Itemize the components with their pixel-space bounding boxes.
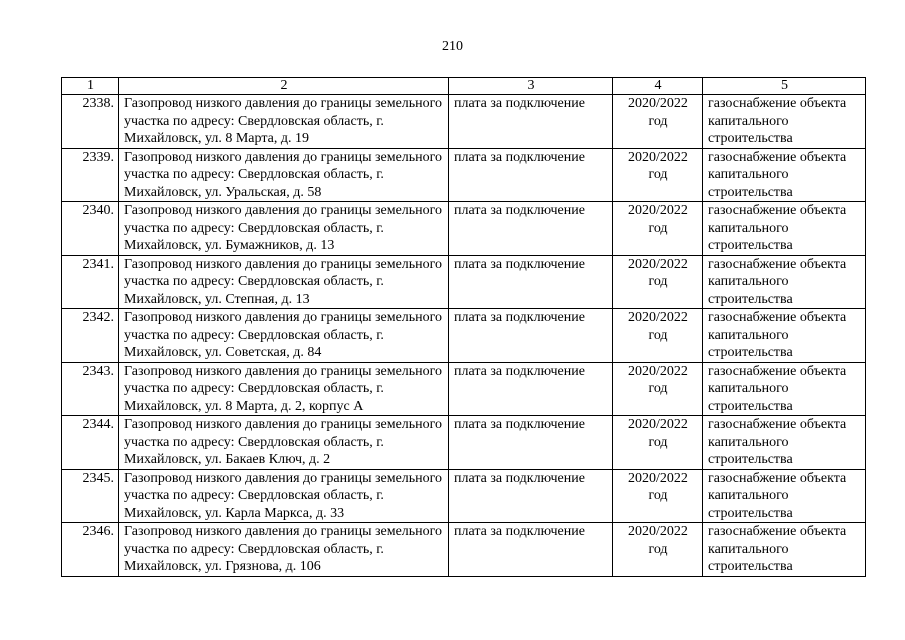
- row-purpose: газоснабжение объекта капитального строительства: [703, 255, 866, 309]
- row-period: 2020/2022 год: [613, 523, 703, 577]
- column-header-1: 1: [62, 78, 119, 95]
- row-period: 2020/2022 год: [613, 255, 703, 309]
- row-description: Газопровод низкого давления до границы земельного участка по адресу: Свердловская область, г. Михайловск, ул. 8 Марта, д. 2, корпус А: [119, 362, 449, 416]
- row-payment: плата за подключение: [449, 523, 613, 577]
- header-row: [62, 78, 866, 95]
- table-row: [62, 95, 866, 149]
- row-purpose: газоснабжение объекта капитального строительства: [703, 148, 866, 202]
- row-number: 2342.: [62, 309, 119, 363]
- row-number: 2340.: [62, 202, 119, 256]
- row-period: 2020/2022 год: [613, 469, 703, 523]
- row-description: Газопровод низкого давления до границы земельного участка по адресу: Свердловская область, г. Михайловск, ул. Уральская, д. 58: [119, 148, 449, 202]
- row-description: Газопровод низкого давления до границы земельного участка по адресу: Свердловская область, г. Михайловск, ул. Карла Маркса, д. 33: [119, 469, 449, 523]
- row-payment: плата за подключение: [449, 469, 613, 523]
- row-number: 2343.: [62, 362, 119, 416]
- row-description: Газопровод низкого давления до границы земельного участка по адресу: Свердловская область, г. Михайловск, ул. 8 Марта, д. 19: [119, 95, 449, 149]
- row-payment: плата за подключение: [449, 309, 613, 363]
- row-description: Газопровод низкого давления до границы земельного участка по адресу: Свердловская область, г. Михайловск, ул. Грязнова, д. 106: [119, 523, 449, 577]
- row-period: 2020/2022 год: [613, 202, 703, 256]
- row-purpose: газоснабжение объекта капитального строительства: [703, 95, 866, 149]
- row-number: 2339.: [62, 148, 119, 202]
- row-description: Газопровод низкого давления до границы земельного участка по адресу: Свердловская область, г. Михайловск, ул. Бакаев Ключ, д. 2: [119, 416, 449, 470]
- row-number: 2344.: [62, 416, 119, 470]
- column-header-4: 4: [613, 78, 703, 95]
- row-payment: плата за подключение: [449, 148, 613, 202]
- row-payment: плата за подключение: [449, 95, 613, 149]
- row-period: 2020/2022 год: [613, 362, 703, 416]
- row-purpose: газоснабжение объекта капитального строительства: [703, 469, 866, 523]
- row-purpose: газоснабжение объекта капитального строительства: [703, 309, 866, 363]
- row-payment: плата за подключение: [449, 362, 613, 416]
- row-period: 2020/2022 год: [613, 416, 703, 470]
- row-description: Газопровод низкого давления до границы земельного участка по адресу: Свердловская область, г. Михайловск, ул. Советская, д. 84: [119, 309, 449, 363]
- column-header-5: 5: [703, 78, 866, 95]
- row-number: 2338.: [62, 95, 119, 149]
- row-payment: плата за подключение: [449, 416, 613, 470]
- row-payment: плата за подключение: [449, 255, 613, 309]
- table-row: [62, 362, 866, 416]
- page-number: 210: [442, 39, 463, 54]
- table-row: [62, 416, 866, 470]
- table-row: [62, 148, 866, 202]
- row-number: 2345.: [62, 469, 119, 523]
- column-header-3: 3: [449, 78, 613, 95]
- column-header-2: 2: [119, 78, 449, 95]
- table-row: [62, 202, 866, 256]
- table-row: [62, 469, 866, 523]
- row-purpose: газоснабжение объекта капитального строительства: [703, 523, 866, 577]
- row-period: 2020/2022 год: [613, 309, 703, 363]
- row-number: 2346.: [62, 523, 119, 577]
- row-description: Газопровод низкого давления до границы земельного участка по адресу: Свердловская область, г. Михайловск, ул. Бумажников, д. 13: [119, 202, 449, 256]
- data-table: [61, 77, 866, 577]
- table-row: [62, 309, 866, 363]
- table-row: [62, 523, 866, 577]
- row-purpose: газоснабжение объекта капитального строительства: [703, 362, 866, 416]
- row-payment: плата за подключение: [449, 202, 613, 256]
- row-period: 2020/2022 год: [613, 95, 703, 149]
- row-purpose: газоснабжение объекта капитального строительства: [703, 416, 866, 470]
- row-purpose: газоснабжение объекта капитального строительства: [703, 202, 866, 256]
- row-period: 2020/2022 год: [613, 148, 703, 202]
- table-body: [62, 95, 866, 577]
- row-number: 2341.: [62, 255, 119, 309]
- row-description: Газопровод низкого давления до границы земельного участка по адресу: Свердловская область, г. Михайловск, ул. Степная, д. 13: [119, 255, 449, 309]
- table-row: [62, 255, 866, 309]
- table-header: [62, 78, 866, 95]
